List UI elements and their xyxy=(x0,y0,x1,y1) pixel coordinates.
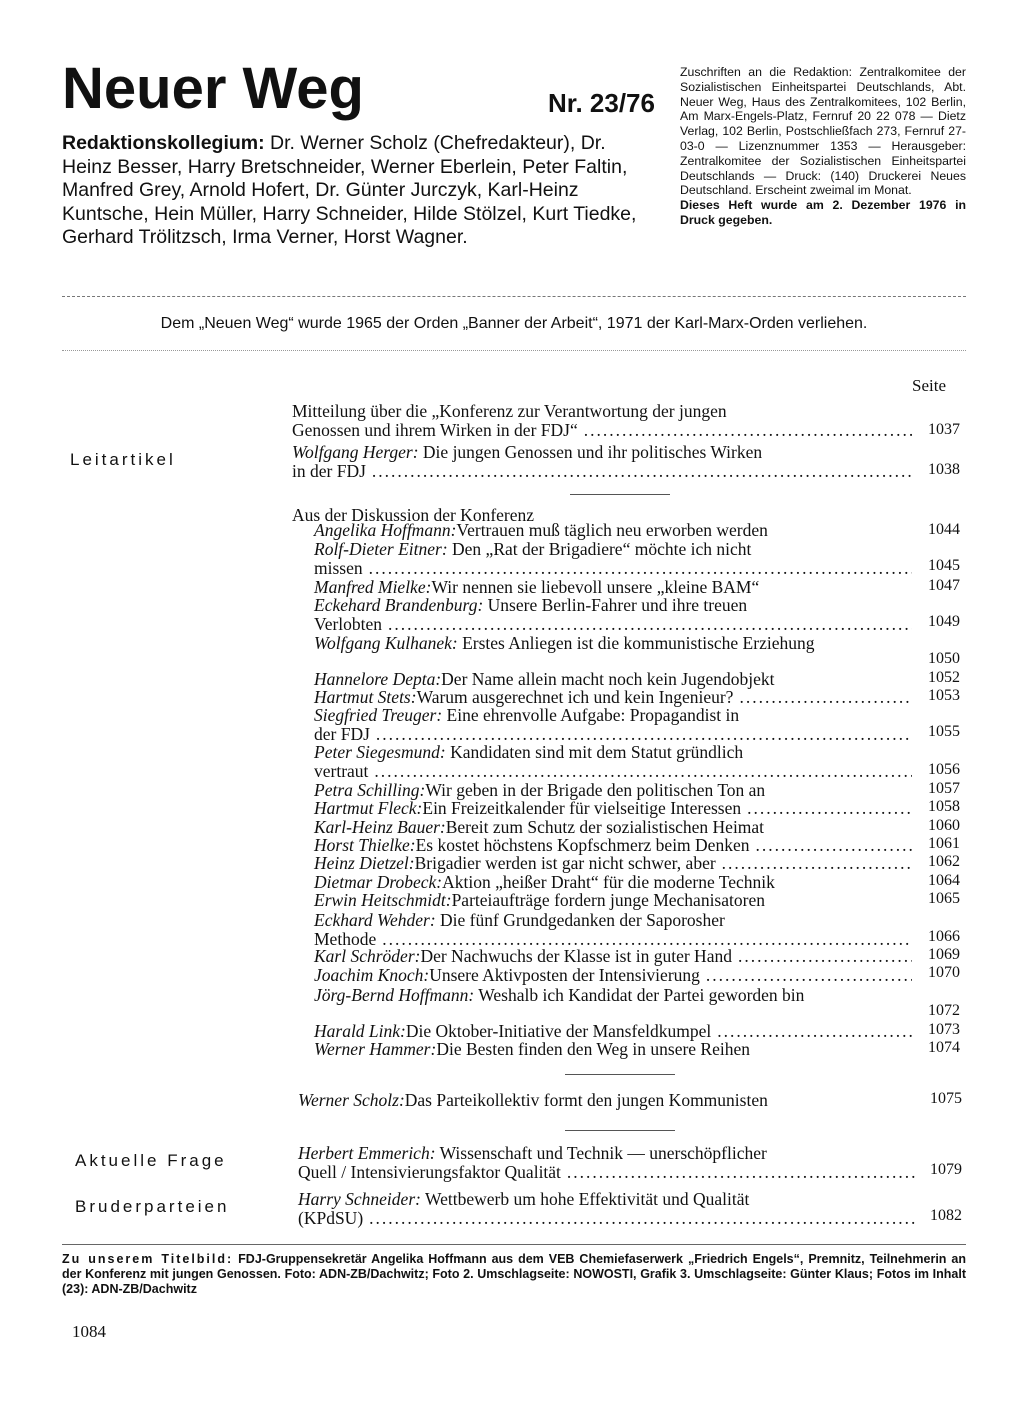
toc-entry[interactable] xyxy=(314,873,912,892)
caption-label: Zu unserem Titelbild: xyxy=(62,1252,234,1266)
toc-page-number: 1072 xyxy=(928,1002,960,1019)
toc-entry[interactable] xyxy=(314,634,912,653)
contact-text: Zuschriften an die Redaktion: Zentralkomitee der Sozialistischen Einheitspartei Deutschlands, Abt. Neuer Weg, Haus des Zentralkomitees, 102 Berlin, Am Marx-Engels-Platz, Fernruf 20 22 078 — Dietz Verlag, 102 Berlin, Postschließfach 273, Fernruf 27-03-0 — Lizenznummer 1353 — Herausgeber: Zentralkomitee der Sozialistischen Einheitspartei Deutschlands — Druck: (140) Druckerei Neues Deutschland. Erscheint zweimal im Monat. xyxy=(680,65,966,198)
cover-photo-caption xyxy=(62,1252,966,1297)
divider xyxy=(62,1244,966,1245)
toc-entry-title-cont: Quell / Intensivierungsfaktor Qualität xyxy=(298,1161,561,1182)
short-divider xyxy=(565,1130,675,1131)
toc-entry-title-cont: der FDJ xyxy=(314,723,370,744)
toc-entry-title: Aktion „heißer Draht“ für die moderne Technik xyxy=(442,872,775,892)
toc-entry-title: Wir geben in der Brigade den politischen Ton an xyxy=(425,780,766,800)
section-label-aktuelle-frage: Aktuelle Frage xyxy=(75,1151,227,1170)
toc-page-number: 1057 xyxy=(928,780,960,797)
toc-entry-title: Wissenschaft und Technik — unerschöpflicher xyxy=(435,1143,767,1163)
toc-entry-title: Die jungen Genossen und ihr politisches Wirken xyxy=(418,442,763,462)
toc-entry-title: Wettbewerb um hohe Effektivität und Qualität xyxy=(420,1189,750,1209)
toc-entry-title: Warum ausgerechnet ich und kein Ingenieur? xyxy=(416,687,734,707)
toc-entry-title: Ein Freizeitkalender für vielseitige Interessen xyxy=(422,798,742,818)
toc-entry-title: Das Parteikollektiv formt den jungen Kommunisten xyxy=(404,1090,768,1110)
toc-author: Angelika Hoffmann: xyxy=(314,520,457,540)
toc-entry-title: Brigadier werden ist gar nicht schwer, aber xyxy=(414,853,716,873)
toc-entry[interactable] xyxy=(314,799,912,818)
toc-page-number: 1050 xyxy=(928,650,960,667)
toc-author: Eckhard Wehder: xyxy=(314,910,436,930)
toc-entry-title: Wir nennen sie liebevoll unsere „kleine BAM“ xyxy=(431,577,760,597)
toc-entry[interactable] xyxy=(292,402,912,439)
toc-entry[interactable] xyxy=(314,818,912,837)
toc-entry[interactable] xyxy=(292,443,912,480)
toc-entry-title: Erstes Anliegen ist die kommunistische Erziehung xyxy=(457,633,815,653)
toc-page-number: 1053 xyxy=(928,687,960,704)
toc-entry-title-cont: in der FDJ xyxy=(292,460,366,481)
toc-page-number: 1070 xyxy=(928,964,960,981)
toc-author: Dietmar Drobeck: xyxy=(314,872,443,892)
toc-entry-title-cont: Verlobten xyxy=(314,613,383,634)
toc-page-number: 1073 xyxy=(928,1021,960,1038)
toc-entry[interactable] xyxy=(314,947,912,966)
toc-author: Karl Schröder: xyxy=(314,946,421,966)
toc-entry-title: Unsere Berlin-Fahrer und ihre treuen xyxy=(483,595,748,615)
toc-entry[interactable] xyxy=(314,836,912,855)
toc-page-number: 1079 xyxy=(930,1161,962,1178)
toc-entry[interactable] xyxy=(314,540,912,577)
toc-entry[interactable] xyxy=(314,1040,912,1059)
toc-author: Hartmut Fleck: xyxy=(314,798,423,818)
toc-author: Manfred Mielke: xyxy=(314,577,432,597)
toc-entry[interactable] xyxy=(298,1144,918,1181)
toc-page-number: 1066 xyxy=(928,928,960,945)
toc-entry-title: Der Name allein macht noch kein Jugendobjekt xyxy=(441,669,775,689)
contact-info xyxy=(680,65,966,228)
toc-page-number: 1082 xyxy=(930,1207,962,1224)
toc-page-number: 1060 xyxy=(928,817,960,834)
toc-entry-title: Parteiaufträge fordern junge Mechanisatoren xyxy=(451,890,765,910)
toc-entry-title-cont: vertraut xyxy=(314,760,369,781)
short-divider xyxy=(565,1074,675,1075)
toc-entry-title-cont: (KPdSU) xyxy=(298,1207,364,1228)
page-column-header: Seite xyxy=(912,376,946,395)
toc-entry-title: Mitteilung über die „Konferenz zur Verantwortung der jungen xyxy=(292,401,727,421)
award-notice: Dem „Neuen Weg“ wurde 1965 der Orden „Banner der Arbeit“, 1971 der Karl-Marx-Orden verliehen. xyxy=(160,315,868,332)
toc-page-number: 1049 xyxy=(928,613,960,630)
toc-entry-title: Bereit zum Schutz der sozialistischen Heimat xyxy=(445,817,765,837)
caption-text: FDJ-Gruppensekretär Angelika Hoffmann aus dem VEB Chemiefaserwerk „Friedrich Engels“, Premnitz, Teilnehmerin an der Konferenz mit jungen Genossen. Foto: ADN-ZB/Dachwitz; Foto 2. Umschlagseite: NOWOSTI, Grafik 3. Umschlagseite: Günter Klaus; Fotos im Inhalt (23): ADN-ZB/Dachwitz xyxy=(62,1252,967,1296)
toc-page-number: 1055 xyxy=(928,723,960,740)
toc-entry-title: Den „Rat der Brigadiere“ möchte ich nicht xyxy=(447,539,752,559)
toc-author: Peter Siegesmund: xyxy=(314,742,446,762)
toc-page-number: 1065 xyxy=(928,890,960,907)
section-label-leitartikel: Leitartikel xyxy=(70,450,176,469)
toc-page-number: 1058 xyxy=(928,798,960,815)
toc-entry-title: Es kostet höchstens Kopfschmerz beim Denken xyxy=(415,835,750,855)
toc-author: Herbert Emmerich: xyxy=(298,1143,436,1163)
toc-entry-title: Kandidaten sind mit dem Statut gründlich xyxy=(445,742,744,762)
toc-page-number: 1056 xyxy=(928,761,960,778)
toc-page-number: 1074 xyxy=(928,1039,960,1056)
toc-entry-title: Unsere Aktivposten der Intensivierung xyxy=(429,965,700,985)
toc-entry-title: Eine ehrenvolle Aufgabe: Propagandist in xyxy=(442,705,740,725)
toc-entry-title-cont: Methode xyxy=(314,928,377,949)
print-date-note: Dieses Heft wurde am 2. Dezember 1976 in Druck gegeben. xyxy=(680,198,966,227)
toc-author: Siegfried Treuger: xyxy=(314,705,443,725)
toc-entry[interactable] xyxy=(314,854,912,873)
toc-entry[interactable] xyxy=(314,706,912,743)
toc-page-number: 1047 xyxy=(928,577,960,594)
toc-entry-title: Die Oktober-Initiative der Mansfeldkumpel xyxy=(405,1021,712,1041)
toc-author: Karl-Heinz Bauer: xyxy=(314,817,446,837)
toc-entry[interactable] xyxy=(314,986,912,1005)
divider xyxy=(62,296,966,297)
magazine-title: Neuer Weg xyxy=(62,56,364,121)
toc-author: Eckehard Brandenburg: xyxy=(314,595,484,615)
toc-author: Horst Thielke: xyxy=(314,835,416,855)
toc-entry[interactable] xyxy=(314,688,912,707)
page-number: 1084 xyxy=(72,1322,106,1341)
toc-entry[interactable] xyxy=(314,743,912,780)
toc-entry-title-cont: missen xyxy=(314,557,363,578)
toc-page-number: 1075 xyxy=(930,1090,962,1107)
toc-author: Hartmut Stets: xyxy=(314,687,417,707)
toc-entry[interactable] xyxy=(314,1022,912,1041)
toc-page-number: 1045 xyxy=(928,557,960,574)
toc-author: Rolf-Dieter Eitner: xyxy=(314,539,448,559)
toc-entry-title: Der Nachwuchs der Klasse ist in guter Hand xyxy=(420,946,732,966)
toc-page-number: 1069 xyxy=(928,946,960,963)
divider xyxy=(62,350,966,351)
toc-entry[interactable] xyxy=(298,1091,918,1110)
toc-author: Heinz Dietzel: xyxy=(314,853,415,873)
toc-page-number: 1062 xyxy=(928,853,960,870)
toc-entry[interactable] xyxy=(314,670,912,689)
toc-page-number: 1037 xyxy=(928,421,960,438)
toc-entry[interactable] xyxy=(314,911,912,948)
toc-page-number: 1061 xyxy=(928,835,960,852)
toc-entry[interactable] xyxy=(314,578,912,597)
issue-number: Nr. 23/76 xyxy=(548,88,655,118)
toc-entry[interactable] xyxy=(314,966,912,985)
toc-author: Wolfgang Herger: xyxy=(292,442,419,462)
toc-author: Werner Hammer: xyxy=(314,1039,437,1059)
toc-author: Harry Schneider: xyxy=(298,1189,421,1209)
toc-entry-title-cont: Genossen und ihrem Wirken in der FDJ“ xyxy=(292,419,578,440)
toc-author: Joachim Knoch: xyxy=(314,965,430,985)
toc-entry-title: Vertrauen muß täglich neu erworben werden xyxy=(456,520,768,540)
toc-author: Werner Scholz: xyxy=(298,1090,405,1110)
toc-entry[interactable] xyxy=(314,891,912,910)
section-label-bruderparteien: Bruderparteien xyxy=(75,1197,230,1216)
toc-entry[interactable] xyxy=(314,596,912,633)
toc-author: Harald Link: xyxy=(314,1021,406,1041)
toc-author: Wolfgang Kulhanek: xyxy=(314,633,458,653)
toc-author: Hannelore Depta: xyxy=(314,669,442,689)
toc-entry-title: Die fünf Grundgedanken der Saporosher xyxy=(435,910,725,930)
editorial-board-label: Redaktionskollegium: xyxy=(62,132,265,154)
toc-entry[interactable] xyxy=(314,521,912,540)
toc-entry-title: Die Besten finden den Weg in unsere Reihen xyxy=(436,1039,750,1059)
toc-author: Petra Schilling: xyxy=(314,780,426,800)
editorial-board xyxy=(62,132,658,250)
toc-author: Jörg-Bernd Hoffmann: xyxy=(314,985,475,1005)
toc-subheading: Aus der Diskussion der Konferenz xyxy=(292,505,535,525)
toc-entry[interactable] xyxy=(314,781,912,800)
toc-entry-title: Weshalb ich Kandidat der Partei geworden bin xyxy=(474,985,805,1005)
toc-page-number: 1052 xyxy=(928,669,960,686)
toc-entry[interactable] xyxy=(298,1190,918,1227)
toc-page-number: 1044 xyxy=(928,521,960,538)
editorial-board-members: Dr. Werner Scholz (Chefredakteur), Dr. Heinz Besser, Harry Bretschneider, Werner Eberlein, Peter Faltin, Manfred Grey, Arnold Hofert, Dr. Günter Jurczyk, Karl-Heinz Kuntsche, Hein Müller, Harry Schneider, Hilde Stölzel, Kurt Tiedke, Gerhard Trölitzsch, Irma Verner, Horst Wagner. xyxy=(62,132,637,248)
toc-page-number: 1064 xyxy=(928,872,960,889)
short-divider xyxy=(570,494,670,495)
toc-page-number: 1038 xyxy=(928,461,960,478)
toc-author: Erwin Heitschmidt: xyxy=(314,890,452,910)
